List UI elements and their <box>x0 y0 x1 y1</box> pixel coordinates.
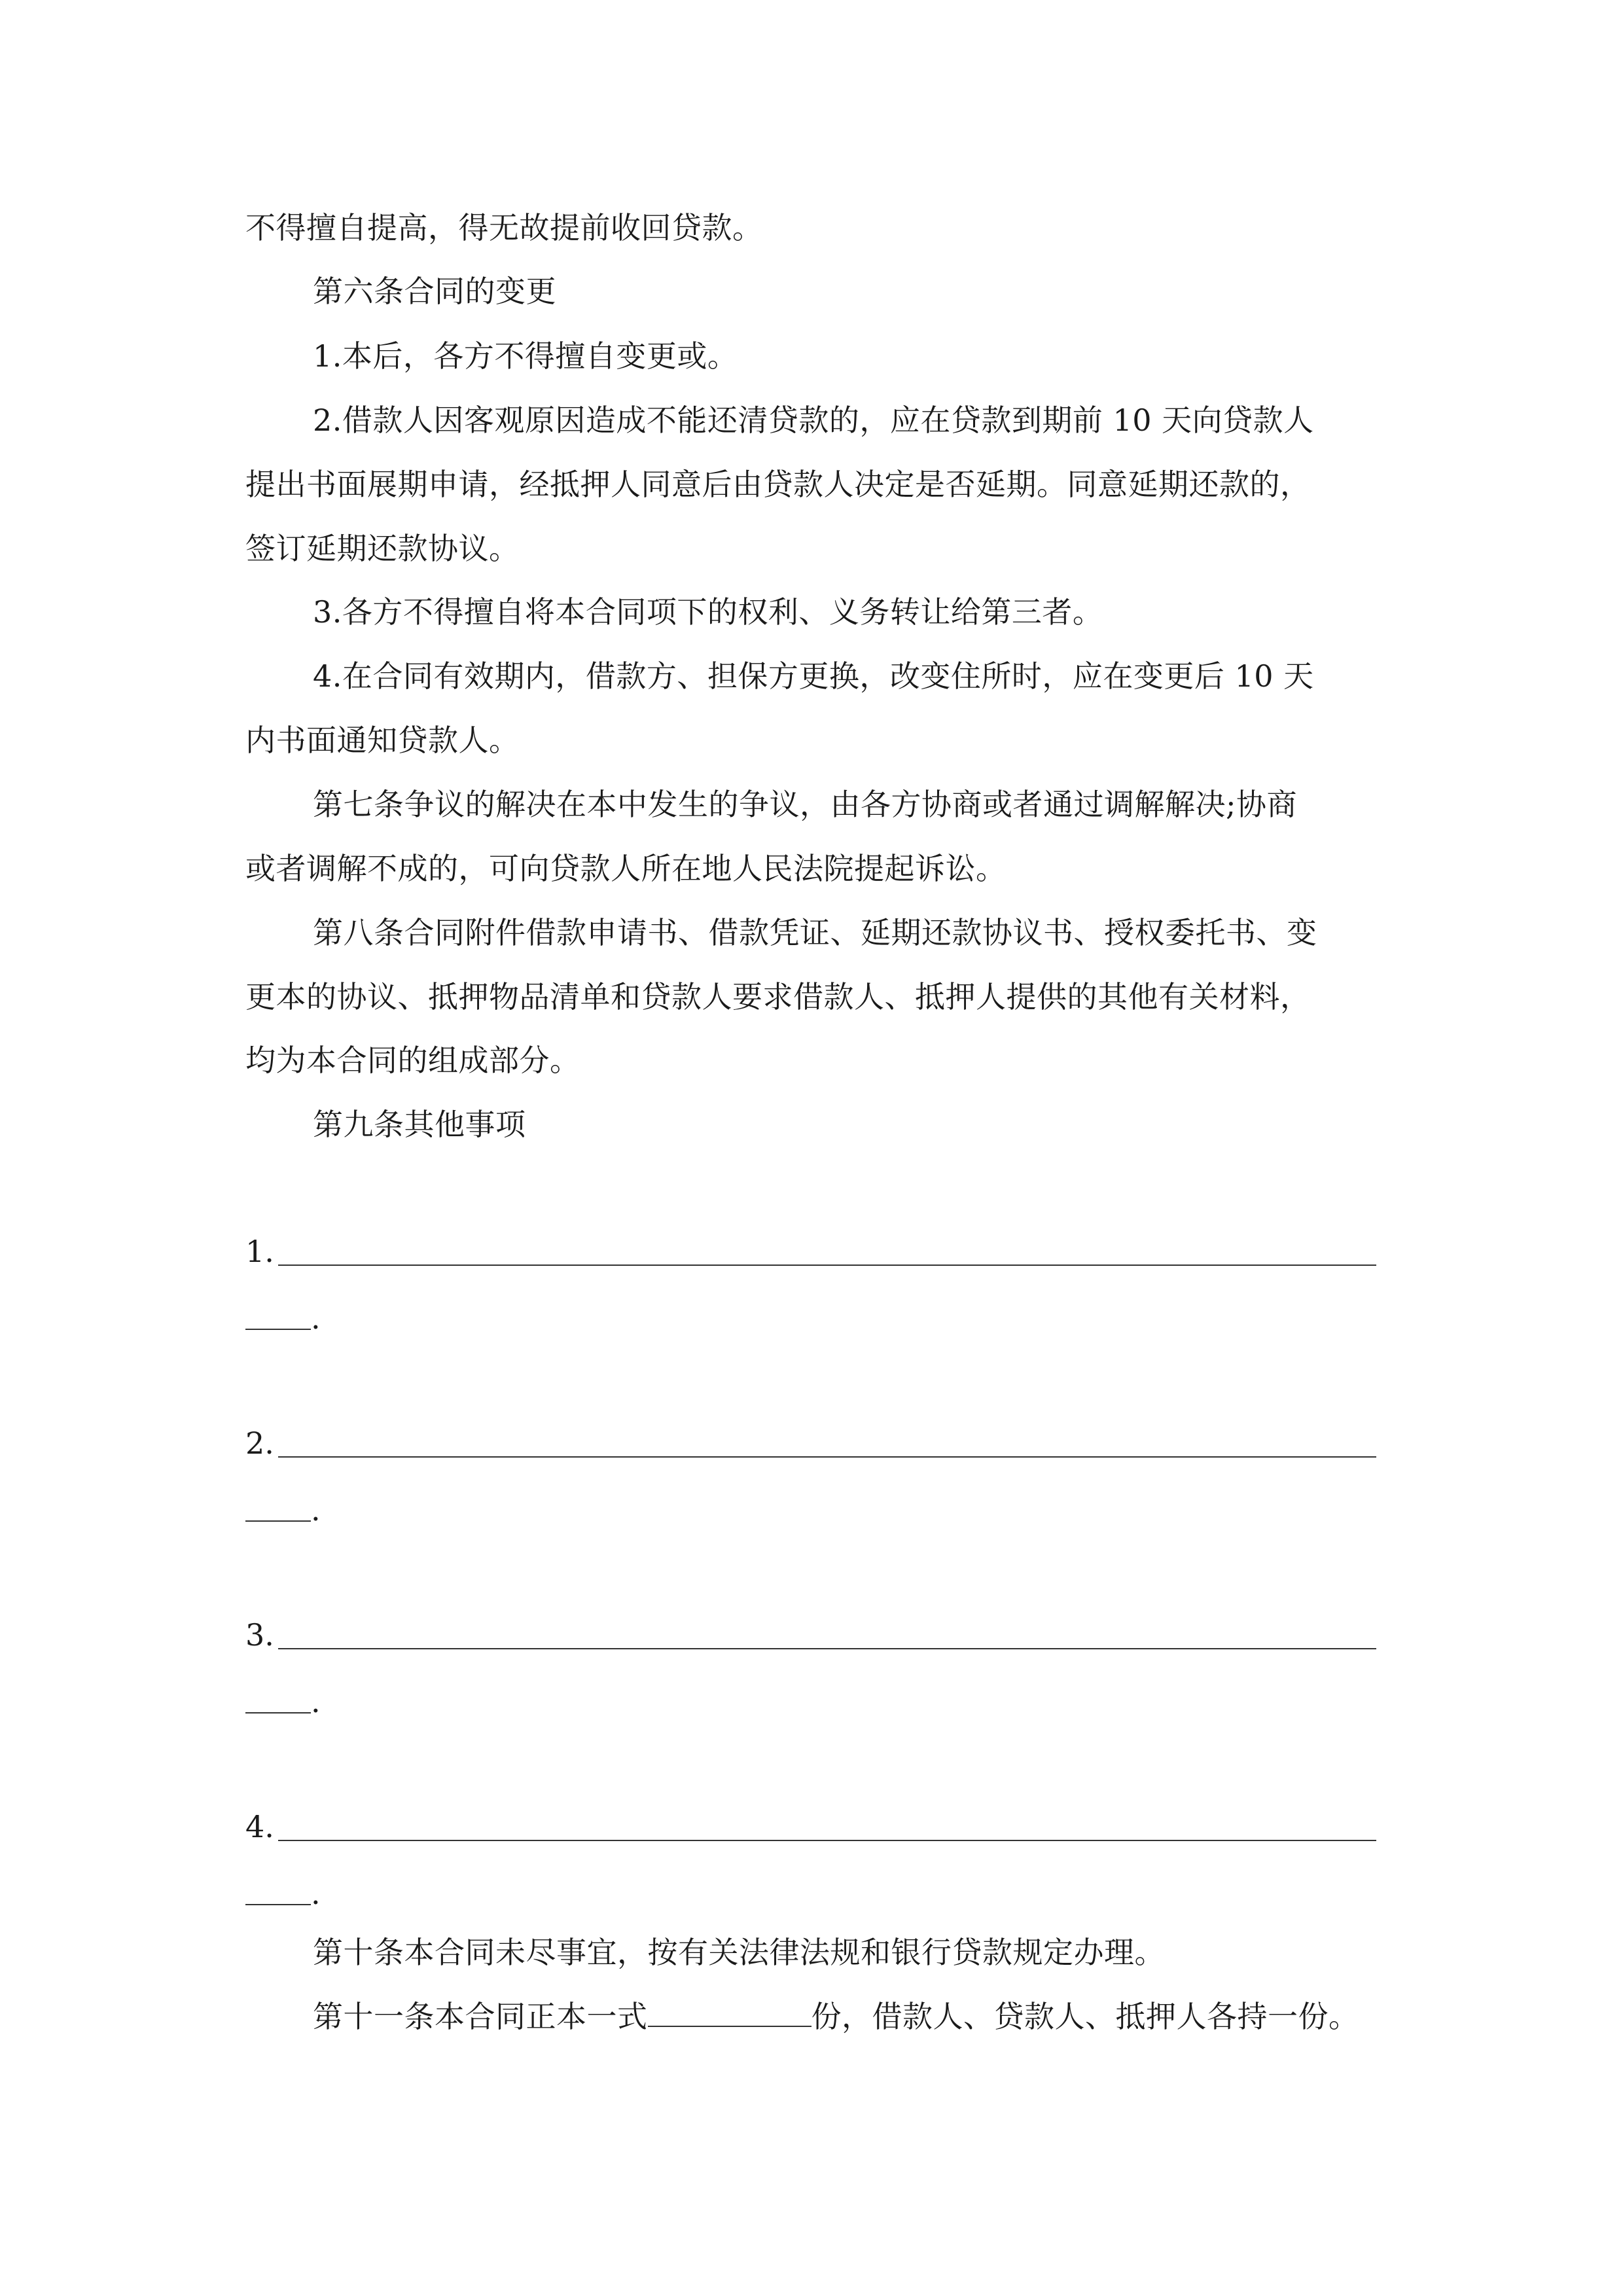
paragraph-line: 签订延期还款协议。 <box>245 531 520 566</box>
paragraph-line: 更本的协议、抵押物品清单和贷款人要求借款人、抵押人提供的其他有关材料， <box>245 979 1311 1014</box>
paragraph-line: 内书面通知贷款人。 <box>245 723 520 758</box>
blank-line-continuation[interactable] <box>245 1904 311 1905</box>
blank-line-continuation[interactable] <box>245 1712 311 1713</box>
item-end-period: . <box>311 1684 321 1719</box>
article-ten: 第十条本合同未尽事宜，按有关法律法规和银行贷款规定办理。 <box>313 1935 1165 1970</box>
paragraph-line: 或者调解不成的，可向贷款人所在地人民法院提起诉讼。 <box>245 851 1007 886</box>
blank-line-continuation[interactable] <box>245 1520 311 1522</box>
paragraph-line: 4.在合同有效期内，借款方、担保方更换，改变住所时，应在变更后 10 天 <box>313 658 1314 694</box>
blank-line[interactable] <box>278 1265 1376 1266</box>
blank-line[interactable] <box>278 1840 1376 1841</box>
paragraph-line: 均为本合同的组成部分。 <box>245 1043 580 1078</box>
item-end-period: . <box>311 1876 321 1911</box>
blank-line[interactable] <box>278 1648 1376 1649</box>
blank-line[interactable] <box>278 1456 1376 1458</box>
item-number: 3. <box>245 1617 274 1653</box>
item-number: 4. <box>245 1809 274 1844</box>
paragraph-line: 1.本后，各方不得擅自变更或。 <box>313 338 738 374</box>
article-eleven-after: 份，借款人、贷款人、抵押人各持一份。 <box>811 1999 1359 2034</box>
blank-line-continuation[interactable] <box>245 1329 311 1330</box>
paragraph-line: 第八条合同附件借款申请书、借款凭证、延期还款协议书、授权委托书、变 <box>313 915 1317 950</box>
item-number: 1. <box>245 1234 274 1269</box>
article-heading: 第六条合同的变更 <box>313 274 556 309</box>
copies-blank[interactable] <box>648 1997 812 2027</box>
article-eleven <box>313 1997 1359 2036</box>
paragraph-line: 不得擅自提高，得无故提前收回贷款。 <box>245 210 763 245</box>
paragraph-line: 2.借款人因客观原因造成不能还清贷款的，应在贷款到期前 10 天向贷款人 <box>313 403 1314 438</box>
paragraph-line: 提出书面展期申请，经抵押人同意后由贷款人决定是否延期。同意延期还款的， <box>245 467 1311 502</box>
article-heading: 第九条其他事项 <box>313 1107 526 1142</box>
paragraph-line: 第七条争议的解决在本中发生的争议，由各方协商或者通过调解解决;协商 <box>313 787 1297 822</box>
article-eleven-before: 第十一条本合同正本一式 <box>313 1999 648 2034</box>
item-end-period: . <box>311 1492 321 1528</box>
item-number: 2. <box>245 1426 274 1461</box>
paragraph-line: 3.各方不得擅自将本合同项下的权利、义务转让给第三者。 <box>313 594 1103 630</box>
item-end-period: . <box>311 1300 321 1336</box>
